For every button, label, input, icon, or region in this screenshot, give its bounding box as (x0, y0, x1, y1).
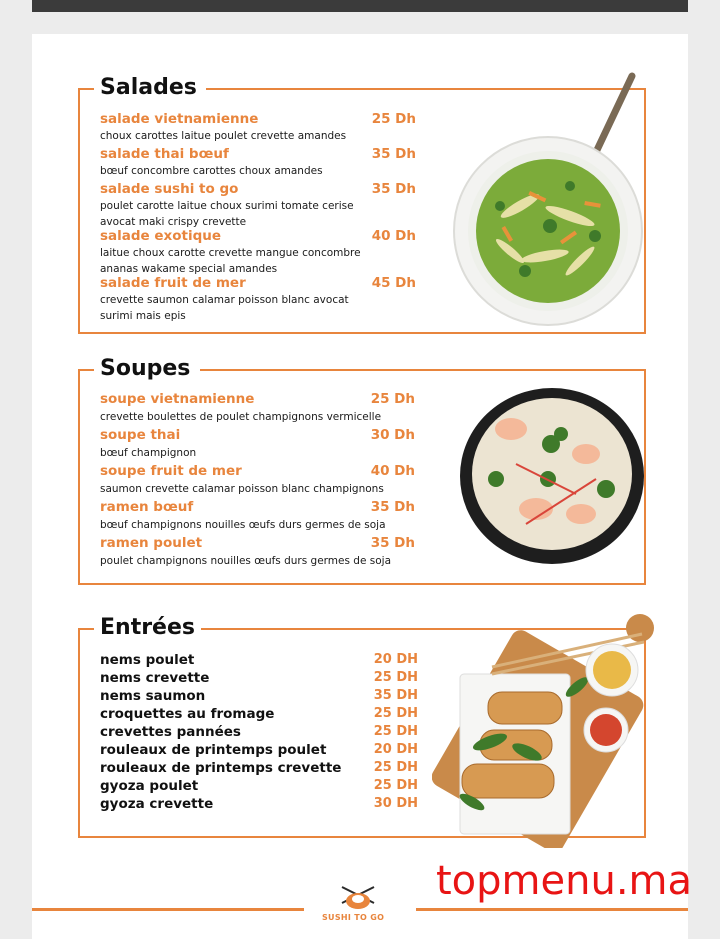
entree-item-price: 20 DH (373, 652, 418, 667)
soupe-item-price: 40 Dh (370, 463, 415, 479)
soup-bowl-image (456, 384, 646, 570)
soupe-item-name: soupe thai (100, 427, 181, 443)
entree-item-name: nems poulet (100, 652, 195, 668)
entrees-title: Entrées (94, 614, 201, 642)
soupe-item-desc: bœuf champignons nouilles œufs durs germes de soja (100, 519, 386, 531)
salade-item-desc: bœuf concombre carottes choux amandes (100, 165, 323, 177)
entree-item-price: 20 DH (373, 742, 418, 757)
top-bar (32, 0, 688, 12)
salade-item-desc: avocat maki crispy crevette (100, 216, 247, 228)
salade-item-desc: laitue choux carotte crevette mangue concombre (100, 247, 361, 259)
salad-bowl-image (450, 66, 650, 332)
entree-item-price: 25 DH (373, 670, 418, 685)
salade-item-name: salade vietnamienne (100, 111, 259, 127)
soupes-title: Soupes (94, 355, 196, 383)
entree-item-name: nems crevette (100, 670, 210, 686)
salade-item-name: salade sushi to go (100, 181, 239, 197)
soupe-item-price: 35 Dh (370, 535, 415, 551)
entree-item-price: 25 DH (373, 706, 418, 721)
salade-item-desc: ananas wakame special amandes (100, 263, 278, 275)
salade-item-desc: poulet carotte laitue choux surimi tomate cerise (100, 200, 354, 212)
salade-item-name: salade thai bœuf (100, 146, 229, 162)
spring-rolls-image (432, 612, 658, 848)
salade-item-desc: crevette saumon calamar poisson blanc avocat (100, 294, 349, 306)
footer-line-left (32, 908, 304, 911)
salade-item-desc: surimi mais epis (100, 310, 186, 322)
salade-item-price: 25 Dh (371, 111, 416, 127)
salade-item-price: 35 Dh (371, 181, 416, 197)
entree-item-name: nems saumon (100, 688, 206, 704)
salade-item-price: 35 Dh (371, 146, 416, 162)
soupe-item-desc: saumon crevette calamar poisson blanc champignons (100, 483, 384, 495)
salades-title: Salades (94, 74, 203, 102)
soupe-item-name: soupe vietnamienne (100, 391, 255, 407)
entree-item-price: 35 DH (373, 688, 418, 703)
entree-item-name: crevettes pannées (100, 724, 241, 740)
salade-item-name: salade exotique (100, 228, 222, 244)
logo-text: SUSHI TO GO (322, 913, 385, 922)
entree-item-name: rouleaux de printemps poulet (100, 742, 327, 758)
sushi-to-go-logo (338, 883, 378, 913)
entree-item-price: 30 DH (373, 796, 418, 811)
salade-item-price: 45 Dh (371, 275, 416, 291)
salade-item-desc: choux carottes laitue poulet crevette amandes (100, 130, 347, 142)
soupe-item-desc: poulet champignons nouilles œufs durs germes de soja (100, 555, 392, 567)
soupe-item-price: 25 Dh (370, 391, 415, 407)
entree-item-name: gyoza crevette (100, 796, 214, 812)
soupe-item-desc: bœuf champignon (100, 447, 197, 459)
soupe-item-price: 30 Dh (370, 427, 415, 443)
watermark-topmenu: topmenu.ma (436, 858, 693, 904)
entree-item-price: 25 DH (373, 760, 418, 775)
salade-item-price: 40 Dh (371, 228, 416, 244)
soupe-item-name: ramen bœuf (100, 499, 194, 515)
soupe-item-name: ramen poulet (100, 535, 203, 551)
entree-item-price: 25 DH (373, 724, 418, 739)
entree-item-name: gyoza poulet (100, 778, 199, 794)
entree-item-name: croquettes au fromage (100, 706, 275, 722)
soupe-item-price: 35 Dh (370, 499, 415, 515)
entree-item-price: 25 DH (373, 778, 418, 793)
salade-item-name: salade fruit de mer (100, 275, 246, 291)
entree-item-name: rouleaux de printemps crevette (100, 760, 342, 776)
soupe-item-desc: crevette boulettes de poulet champignons vermicelle (100, 411, 382, 423)
soupe-item-name: soupe fruit de mer (100, 463, 242, 479)
footer-line-right (416, 908, 688, 911)
